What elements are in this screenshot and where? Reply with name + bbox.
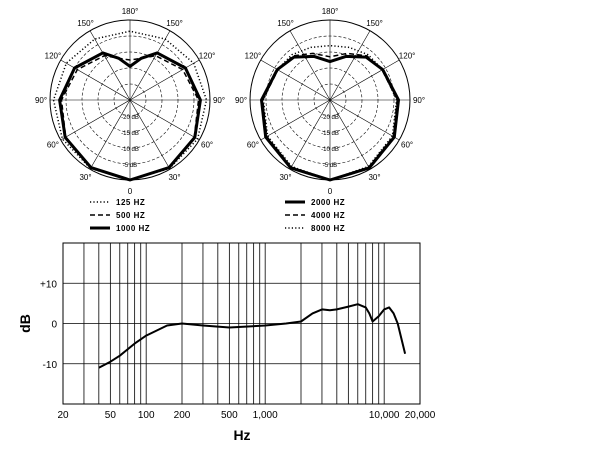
polar-angle-label: 90° (34, 96, 48, 105)
polar-angle-label: 150° (166, 18, 183, 28)
polar-angle-label: 120° (244, 51, 262, 61)
polar-angle-label: 60° (401, 140, 414, 150)
polar-ring-label: -5 dB (122, 163, 138, 169)
polar-angle-label: 90° (412, 96, 426, 105)
polar-angle-label: 30° (168, 173, 181, 183)
polar-spoke (130, 31, 170, 100)
polar-angle-label: 60° (246, 140, 259, 150)
polar-angle-label: 30° (279, 173, 292, 183)
polar-angle-label: 90° (212, 96, 226, 105)
polar-angle-label: 0 (127, 187, 133, 196)
polar-angle-label: 180° (121, 7, 139, 16)
polar-angle-label: 150° (77, 18, 94, 28)
polar-ring-label: -10 dB (121, 147, 139, 153)
polar-ring-label: -5 dB (322, 163, 338, 169)
polar-angle-label: 120° (44, 51, 62, 61)
polar-angle-label: 150° (366, 18, 383, 28)
legend-label: 1000 HZ (116, 224, 151, 233)
polar-angle-label: 30° (79, 173, 92, 183)
polar-ring-label: -10 dB (321, 147, 339, 153)
polar-angle-label: 60° (201, 140, 214, 150)
frequency-response-line (99, 304, 405, 368)
polar-angle-label: 150° (277, 18, 294, 28)
legend-label: 500 HZ (116, 211, 146, 220)
legend-label: 8000 HZ (311, 224, 346, 233)
y-tick-label: 0 (51, 319, 57, 331)
polar-spoke (261, 100, 330, 140)
y-axis-label: dB (17, 314, 33, 333)
polar-angle-label: 30° (368, 173, 381, 183)
polar-spoke (330, 31, 370, 100)
polar-spoke (61, 100, 130, 140)
y-tick-label: -10 (42, 359, 57, 371)
polar-angle-label: 180° (321, 7, 339, 16)
x-tick-label: 200 (173, 410, 191, 421)
polar-ring-label: -15 dB (321, 131, 339, 137)
x-tick-label: 500 (221, 410, 238, 421)
x-tick-label: 50 (104, 410, 116, 421)
y-tick-label: +10 (40, 279, 57, 291)
polar-spoke (330, 100, 399, 140)
polar-ring-label: -20 dB (121, 115, 139, 121)
polar-spoke (290, 31, 330, 100)
polar-angle-label: 0 (327, 187, 333, 196)
legend-label: 125 HZ (116, 198, 146, 207)
polar-ring-label: -20 dB (321, 115, 339, 121)
polar-angle-label: 120° (398, 51, 416, 61)
polar-ring-label: -15 dB (121, 131, 139, 137)
x-tick-label: 10,000 (368, 410, 400, 421)
polar-spoke (61, 60, 130, 100)
polar-spoke (130, 100, 199, 140)
polar-angle-label: 120° (198, 51, 216, 61)
x-axis-label: Hz (233, 427, 251, 443)
legend-label: 2000 HZ (311, 198, 346, 207)
polar-angle-label: 60° (46, 140, 59, 150)
polar-angle-label: 90° (234, 96, 248, 105)
x-tick-label: 20 (57, 410, 69, 421)
x-tick-label: 100 (137, 410, 155, 421)
polar-spoke (90, 31, 130, 100)
x-tick-label: 20,000 (404, 410, 436, 421)
x-tick-label: 1,000 (252, 410, 278, 421)
legend-label: 4000 HZ (311, 211, 346, 220)
